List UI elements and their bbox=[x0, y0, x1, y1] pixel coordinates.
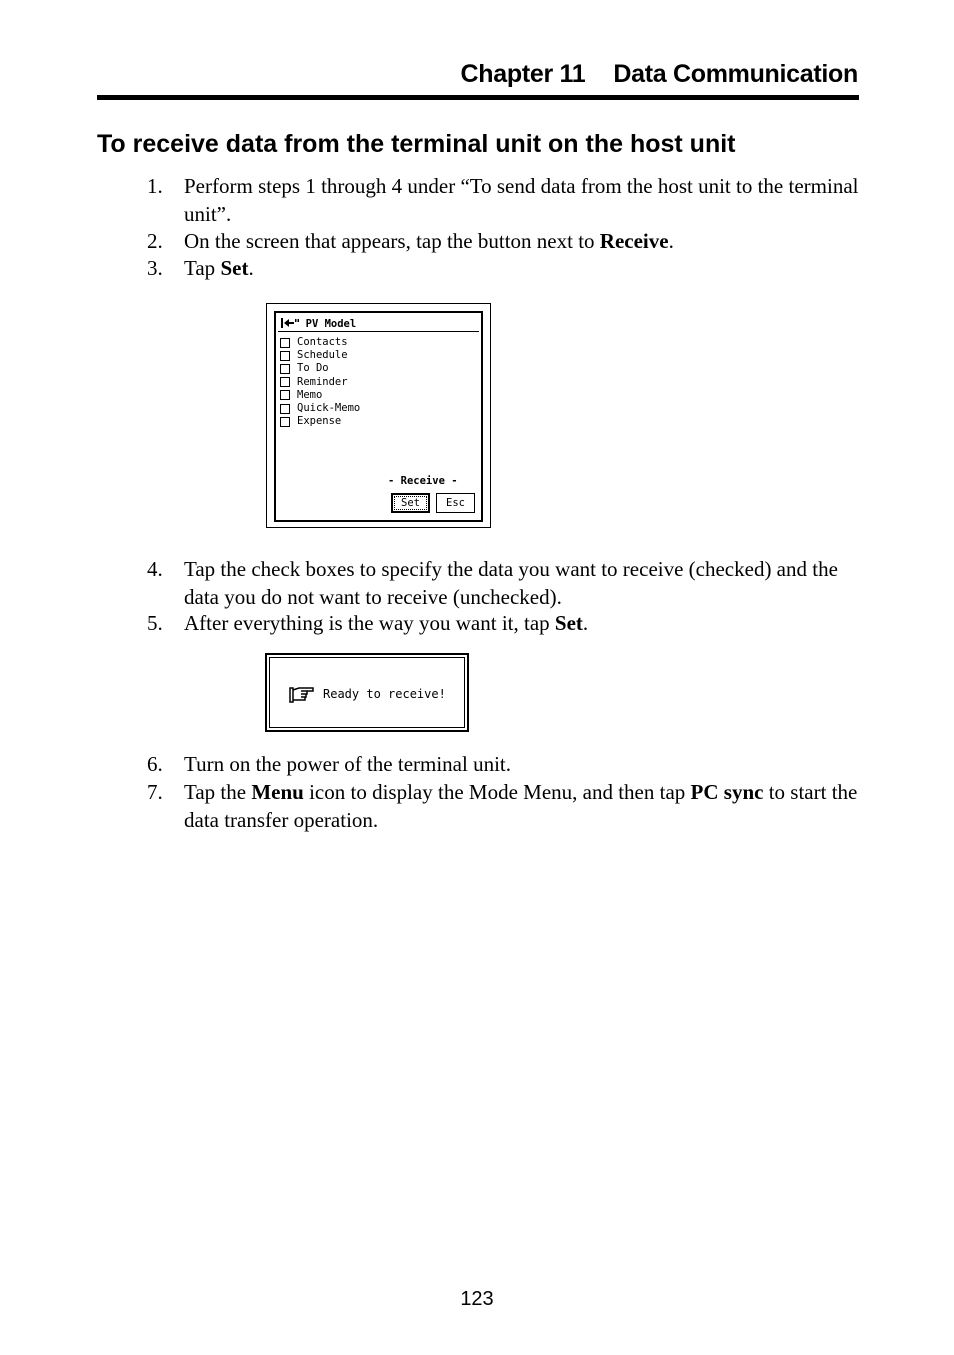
header-rule bbox=[97, 95, 859, 100]
bold-term: Receive bbox=[599, 229, 669, 253]
list-item-schedule[interactable]: Schedule bbox=[280, 349, 360, 362]
chapter-header bbox=[461, 60, 858, 89]
bold-term: PC sync bbox=[690, 780, 764, 804]
step-number: 7. bbox=[147, 780, 163, 804]
back-arrow-icon[interactable] bbox=[281, 317, 306, 330]
list-item-memo[interactable]: Memo bbox=[280, 389, 360, 402]
list-item-expense[interactable]: Expense bbox=[280, 415, 360, 428]
screen-title: PV Model bbox=[305, 318, 357, 330]
title-divider bbox=[278, 331, 479, 332]
checkbox[interactable] bbox=[280, 404, 290, 414]
list-item-contacts[interactable]: Contacts bbox=[280, 336, 360, 349]
step-number: 1. bbox=[147, 174, 163, 198]
step-text: On the screen that appears, tap the button next to Receive. bbox=[184, 229, 674, 253]
step-number: 2. bbox=[147, 229, 163, 253]
chapter-title: Data Communication bbox=[613, 60, 858, 88]
ready-message: Ready to receive! bbox=[323, 686, 446, 701]
chapter-number: Chapter 11 bbox=[460, 60, 586, 88]
checkbox[interactable] bbox=[280, 351, 290, 361]
esc-button[interactable]: Esc bbox=[436, 493, 475, 513]
screen-frame bbox=[269, 657, 465, 728]
checkbox[interactable] bbox=[280, 417, 290, 427]
pointing-hand-icon bbox=[289, 685, 315, 703]
device-screen-receive-settings bbox=[266, 303, 491, 528]
checkbox[interactable] bbox=[280, 390, 290, 400]
step-number: 6. bbox=[147, 752, 163, 776]
mode-label: - Receive - bbox=[388, 475, 458, 487]
step-text: Turn on the power of the terminal unit. bbox=[184, 752, 512, 776]
step-text: Tap Set. bbox=[184, 256, 254, 280]
step-text: Tap the Menu icon to display the Mode Menu, and then tap PC sync to start the data transfer operation. bbox=[184, 780, 858, 832]
list-item-quick-memo[interactable]: Quick-Memo bbox=[280, 402, 360, 415]
set-button[interactable]: Set bbox=[391, 493, 430, 513]
device-screen-ready bbox=[265, 653, 469, 732]
list-item-reminder[interactable]: Reminder bbox=[280, 376, 360, 389]
checkbox[interactable] bbox=[280, 377, 290, 387]
bold-term: Menu bbox=[251, 780, 304, 804]
step-text: After everything is the way you want it, tap Set. bbox=[184, 611, 589, 635]
bold-term: Set bbox=[220, 256, 249, 280]
page-number: 123 bbox=[460, 1288, 494, 1310]
step-text: Perform steps 1 through 4 under “To send data from the host unit to the terminal unit”. bbox=[184, 174, 859, 226]
step-text: Tap the check boxes to specify the data you want to receive (checked) and the data you do not want to receive (unchecked). bbox=[184, 557, 838, 609]
step-number: 5. bbox=[147, 611, 163, 635]
step-number: 4. bbox=[147, 557, 163, 581]
checkbox[interactable] bbox=[280, 364, 290, 374]
screen-frame bbox=[274, 311, 483, 522]
checkbox[interactable] bbox=[280, 338, 290, 348]
data-type-list bbox=[280, 336, 360, 428]
list-item-todo[interactable]: To Do bbox=[280, 362, 360, 375]
screen-title-bar bbox=[281, 317, 356, 331]
ready-message-row bbox=[289, 685, 446, 703]
step-number: 3. bbox=[147, 256, 163, 280]
bold-term: Set bbox=[554, 611, 583, 635]
section-heading: To receive data from the terminal unit on the host unit bbox=[97, 130, 736, 158]
